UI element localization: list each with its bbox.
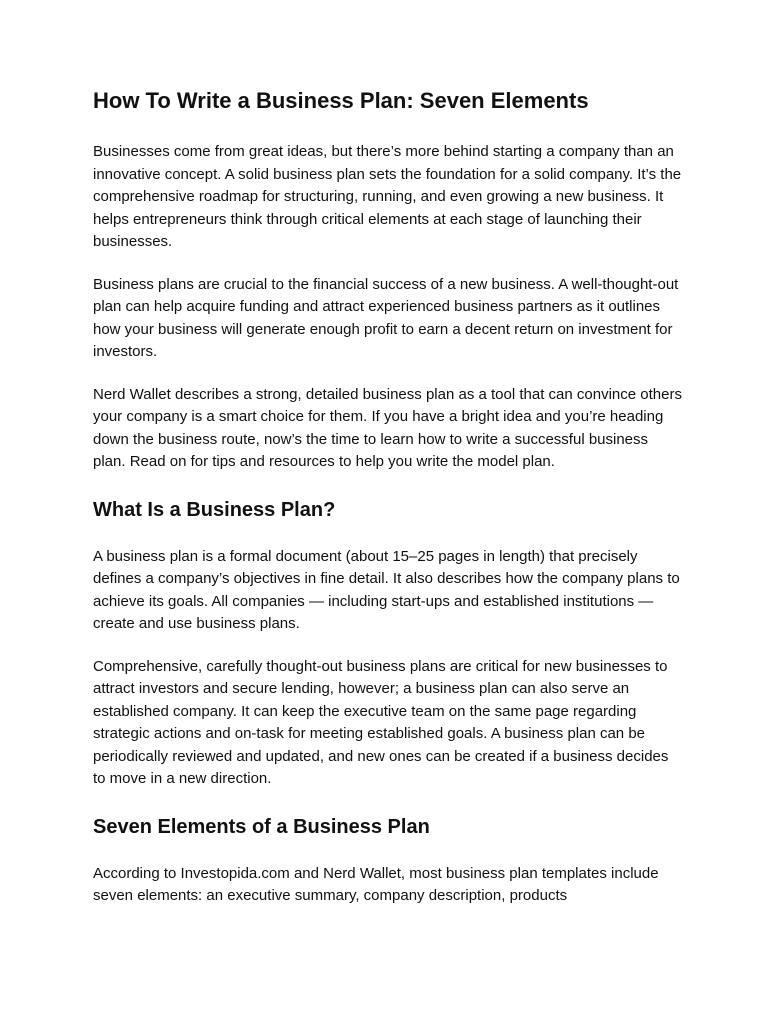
section2-paragraph-1: According to Investopida.com and Nerd Wallet, most business plan templates include seven elements: an executive summary, company description, products <box>93 864 659 904</box>
intro-paragraph-2: Business plans are crucial to the financial success of a new business. A well-thought-out plan can help acquire funding and attract experienced business partners as it outlines how your business will generate enough profit to earn a decent return on investment for investors. <box>93 275 679 360</box>
section1-paragraph-1: A business plan is a formal document (about 15–25 pages in length) that precisely defines a company’s objectives in fine detail. It also describes how the company plans to achieve its goals. All companies — including start-ups and established institutions — create and use business plans. <box>93 547 680 632</box>
intro-paragraph-1: Businesses come from great ideas, but there’s more behind starting a company than an innovative concept. A solid business plan sets the foundation for a solid company. It’s the comprehensive roadmap for structuring, running, and even growing a new business. It helps entrepreneurs think through critical elements at each stage of launching their businesses. <box>93 143 682 250</box>
section-heading-what-is: What Is a Business Plan? <box>93 498 336 521</box>
intro-paragraph-3: Nerd Wallet describes a strong, detailed business plan as a tool that can convince others your company is a smart choice for them. If you have a bright idea and you’re heading down the business route, now’s the time to learn how to write a successful business plan. Read on for tips and resources to help you write the model plan. <box>93 385 682 470</box>
section-heading-seven-elements: Seven Elements of a Business Plan <box>93 815 430 838</box>
section1-paragraph-2: Comprehensive, carefully thought-out business plans are critical for new businesses to attract investors and secure lending, however; a business plan can also serve an established company. It can keep the executive team on the same page regarding strategic actions and on-task for meeting established goals. A business plan can be periodically reviewed and updated, and new ones can be created if a business decides to move in a new direction. <box>93 657 669 787</box>
document-body <box>93 86 683 928</box>
document-title: How To Write a Business Plan: Seven Elements <box>93 88 589 113</box>
